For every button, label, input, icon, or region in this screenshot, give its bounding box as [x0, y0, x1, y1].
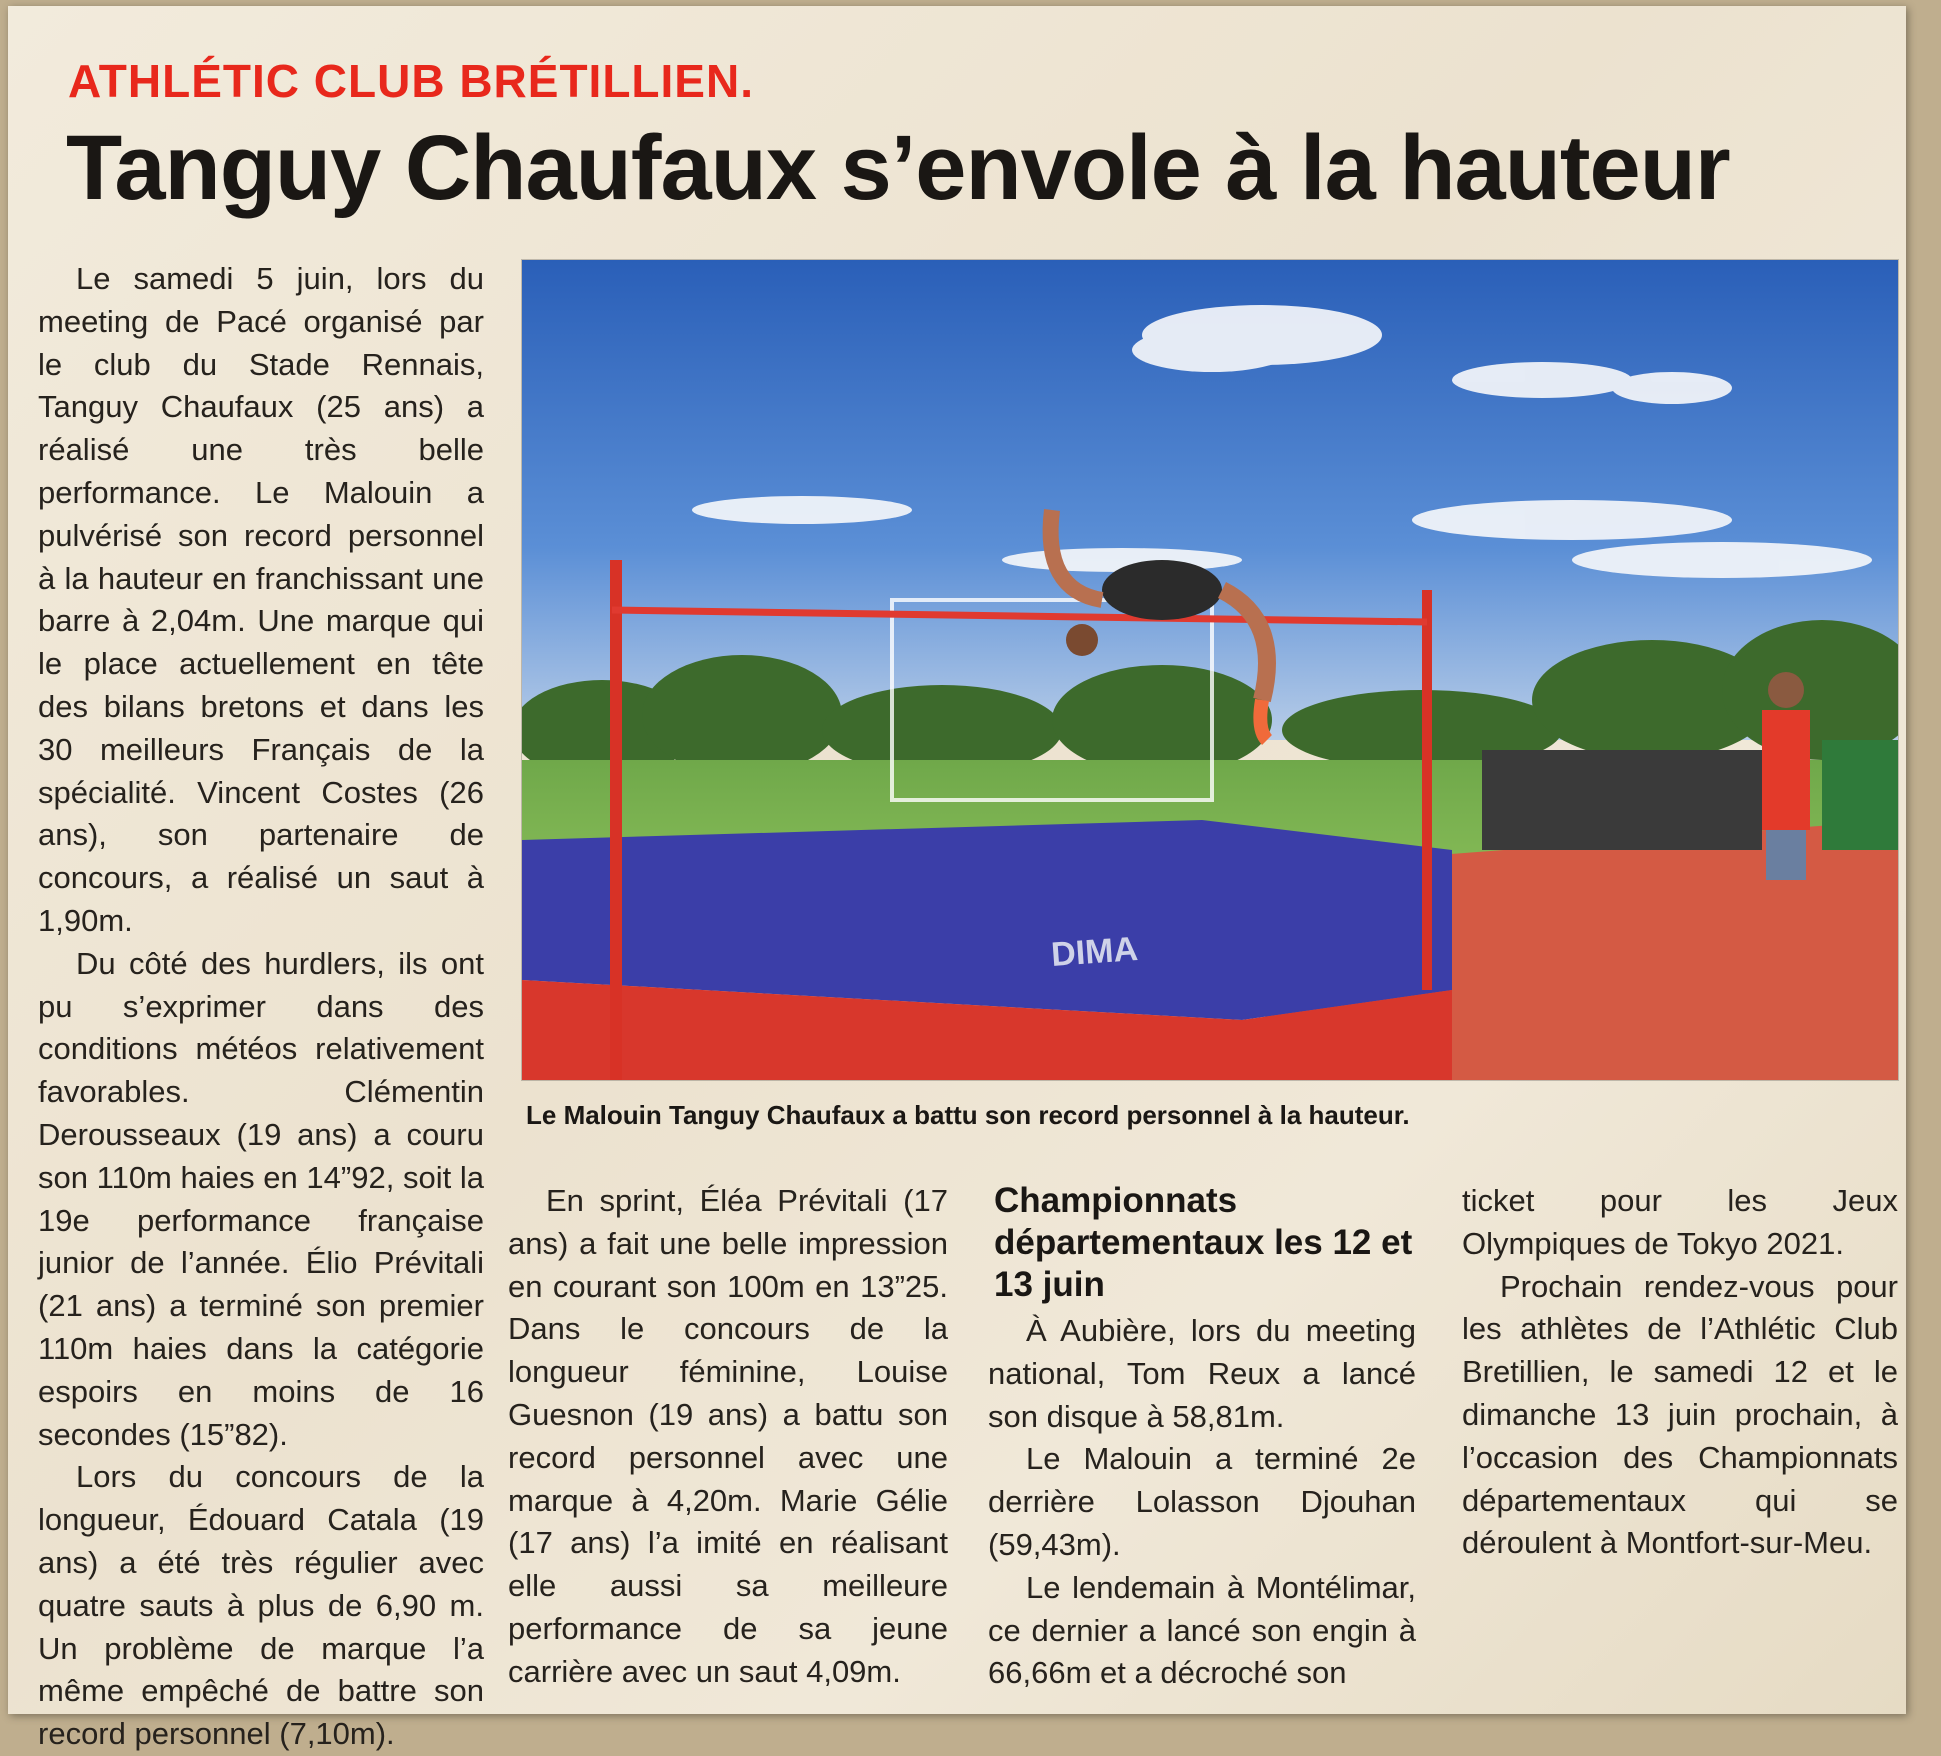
article-paragraph-continuation: ticket pour les Jeux Olympiques de Tokyo 2021.	[1462, 1183, 1898, 1261]
mat-brand-label: DIMA	[1049, 930, 1140, 974]
high-jump-photo	[522, 260, 1898, 1080]
article-headline: Tanguy Chaufaux s’envole à la hauteur	[66, 117, 1730, 219]
equipment-box	[1482, 750, 1762, 850]
photo-caption: Le Malouin Tanguy Chaufaux a battu son record personnel à la hauteur.	[526, 1100, 1410, 1130]
article-paragraph: À Aubière, lors du meeting national, Tom Reux a lancé son disque à 58,81m.	[988, 1313, 1416, 1434]
article-paragraph: Du côté des hurdlers, ils ont pu s’exprimer dans des conditions météos relativement favorables. Clémentin Derousseaux (19 ans) a couru son 110m haies en 14”92, soit la 19e performance française junior de l’année. Élio Prévitali (21 ans) a terminé son premier 110m haies dans la catégorie espoirs en moins de 16 secondes (15”82).	[38, 945, 484, 1452]
article-paragraph: Le lendemain à Montélimar, ce dernier a lancé son engin à 66,66m et a décroché son	[988, 1569, 1416, 1691]
article-column-2	[508, 1180, 948, 1694]
article-paragraph: Lors du concours de la longueur, Édouard Catala (19 ans) a été très régulier avec quatre sauts à plus de 6,90 m. Un problème de marque l’a même empêché de battre son record personnel (7,10m).	[38, 1459, 484, 1752]
high-jump-upright-left	[610, 560, 622, 1080]
high-jump-upright-right	[1422, 590, 1432, 990]
article-column-1	[38, 258, 484, 1756]
section-subhead: Championnats départementaux les 12 et 13 juin	[994, 1181, 1413, 1304]
article-kicker: ATHLÉTIC CLUB BRÉTILLIEN.	[68, 55, 754, 107]
article-paragraph: Le Malouin a terminé 2e derrière Lolasson Djouhan (59,43m).	[988, 1441, 1416, 1562]
newspaper-clipping	[8, 6, 1906, 1752]
article-column-4	[1462, 1180, 1898, 1565]
green-container	[1822, 740, 1898, 850]
article-paragraph: Le samedi 5 juin, lors du meeting de Pacé organisé par le club du Stade Rennais, Tanguy Chaufaux (25 ans) a réalisé une très belle performance. Le Malouin a pulvérisé son record personnel à la hauteur en franchissant une barre à 2,04m. Une marque qui le place actuellement en tête des bilans bretons et dans les 30 meilleurs Français de la spécialité. Vincent Costes (26 ans), son partenaire de concours, a réalisé un saut à 1,90m.	[38, 261, 484, 938]
article-paragraph: En sprint, Éléa Prévitali (17 ans) a fait une belle impression en courant son 100m en 13”25. Dans le concours de la longueur féminine, Louise Guesnon (19 ans) a battu son record personnel avec une marque à 4,20m. Marie Gélie (17 ans) l’a imité en réalisant elle aussi sa meilleure performance de sa jeune carrière avec un saut 4,09m.	[508, 1183, 948, 1689]
article-column-3	[988, 1180, 1416, 1695]
article-paragraph: Prochain rendez-vous pour les athlètes de l’Athlétic Club Bretillien, le samedi 12 et le dimanche 13 juin prochain, à l’occasion des Championnats départementaux qui se déroulent à Montfort-sur-Meu.	[1462, 1268, 1898, 1561]
article-photo	[522, 260, 1898, 1080]
